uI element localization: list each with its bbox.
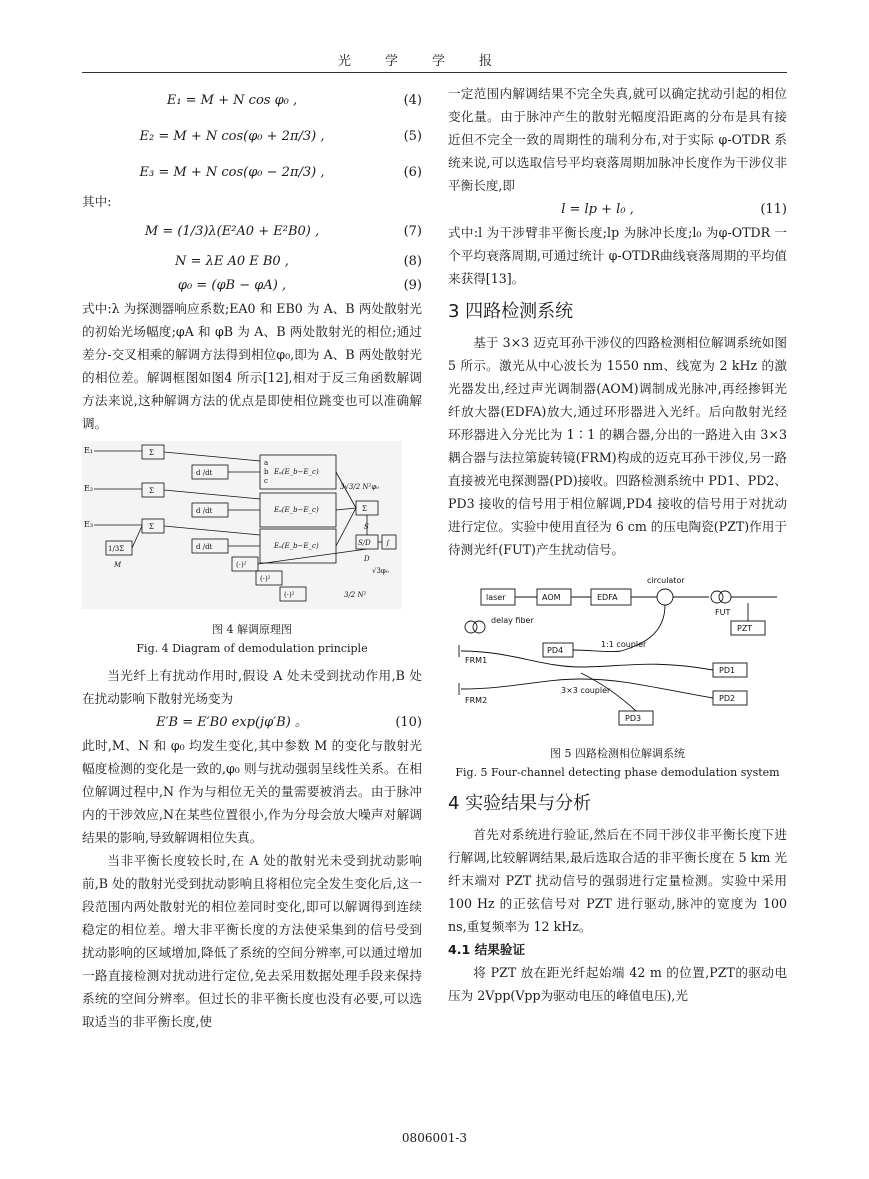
paragraph-verification: 将 PZT 放在距光纤起始端 42 m 的位置,PZT的驱动电压为 2Vpp(Vpp为驱动电压的峰值电压),光 (448, 965, 787, 1003)
fig4-e2: E₂ (84, 484, 94, 493)
paragraph-imbalance: 当非平衡长度较长时,在 A 处的散射光未受到扰动影响前,B 处的散射光受到扰动影响且将相位完全发生变化后,这一段范围内两处散射光的相位差同时变化,即可以解调得到连续稳定的相位差。增大非平衡长度的方法使采集到的信号受到扰动影响的区域增加,降低了系统的空间分辨率,可以通过增加一路直接检测对扰动进行定位,免去采用数据处理手段来保持系统的空间分辨率。但过长的非平衡长度也没有必要,可以选取适当的非平衡长度,使 (82, 853, 422, 1029)
right-column (448, 82, 787, 1007)
fig4-square-1: (·)² (236, 561, 247, 569)
fig4-sigma-1: Σ (149, 449, 154, 457)
section-3-heading: 3 四路检测系统 (448, 301, 574, 322)
fig4-square-2: (·)² (260, 575, 271, 583)
fig4-coef-2: 3/2 N² (344, 591, 367, 599)
equation-5: E₂ = M + N cos(φ₀ + 2π/3) , (5) (139, 128, 422, 144)
equation-9: φ₀ = (φB − φA) , (9) (177, 277, 422, 293)
fig4-output: √3φ₀ (372, 567, 389, 575)
fig5-fut: FUT (715, 608, 731, 617)
fig5-coupler-11: 1:1 coupler (601, 640, 647, 649)
fig5-frm1: FRM1 (465, 656, 488, 665)
fig4-integral: ∫ (386, 539, 390, 547)
running-header: 光学学报 (337, 54, 526, 69)
subsection-4-1-heading: 4.1 结果验证 (448, 942, 526, 957)
fig5-pd4: PD4 (547, 646, 564, 655)
fig4-square-3: (·)² (284, 591, 295, 599)
paragraph-experiment: 首先对系统进行验证,然后在不同干涉仪非平衡长度下进行解调,比较解调结果,最后选取合适的非平衡长度在 5 km 光纤末端对 PZT 扰动信号的强弱进行定量检测。实验中采用 100 Hz 的正弦信号对 PZT 进行驱动,脉冲的宽度为 100 ns,重复频率为 12 kHz。 (448, 827, 787, 934)
paragraph-definitions: 式中:λ 为探测器响应系数;EA0 和 EB0 为 A、B 两处散射光的初始光场幅度;φA 和 φB 为 A、B 两处散射光的相位;通过差分-交叉相乘的解调方法得到相位φ₀,即为 A、B 两处散射光的相位差。解调框图如图4 所示[12],相对于反三角函数解调方法来说,这种解调方法的优点是即使相位跳变也可以准确解调。 (82, 301, 422, 431)
page-number: 0806001-3 (401, 1131, 468, 1145)
equation-7: M = (1/3)λ(E²A0 + E²B0) , (7) (144, 223, 422, 239)
fig4-b1: b (264, 468, 269, 476)
fig4-sigma-sum: Σ (362, 505, 367, 513)
equation-4: E₁ = M + N cos φ₀ , (4) (166, 92, 422, 108)
fig5-pd3: PD3 (625, 714, 642, 723)
equation-6: E₃ = M + N cos(φ₀ − 2π/3) , (6) (139, 164, 422, 180)
equation-8: N = λE A0 E B0 , (8) (175, 253, 422, 269)
fig5-pd2: PD2 (719, 694, 736, 703)
fig5-circulator: circulator (647, 576, 685, 585)
equation-11: l = lp + l₀ , (11) (561, 201, 787, 217)
figure-5-system-diagram (451, 571, 785, 733)
fig5-pzt: PZT (737, 624, 753, 633)
fig4-e1: E₁ (84, 446, 94, 455)
fig4-a1: a (264, 459, 269, 467)
where-label: 其中: (82, 194, 112, 209)
section-4-heading: 4 实验结果与分析 (448, 793, 592, 814)
fig4-one-third-sum: 1/3Σ (108, 545, 125, 553)
fig5-delay-fiber: delay fiber (491, 616, 534, 625)
figure-4-demodulation-diagram (82, 441, 402, 609)
paragraph-phase-change: 此时,M、N 和 φ₀ 均发生变化,其中参数 M 的变化与散射光幅度检测的变化是一致的,φ₀ 则与扰动强弱呈线性关系。在相位解调过程中,N 作为与相位无关的量需要被消去。由于脉冲内的干涉效应,N在某些位置很小,作为分母会放大噪声对解调结果的影响,导致解调相位失真。 (82, 738, 422, 845)
fig4-d: D (364, 555, 370, 563)
figure-5-caption-cn: 图 5 四路检测相位解调系统 (550, 747, 685, 760)
fig4-m: M (114, 561, 122, 569)
fig4-prod-2: Eₐ(E_b−E_c) (274, 506, 319, 514)
fig4-ddt-3: d /dt (196, 543, 213, 551)
paragraph-system: 基于 3×3 迈克耳孙干涉仪的四路检测相位解调系统如图 5 所示。激光从中心波长为 1550 nm、线宽为 2 kHz 的激光器发出,经过声光调制器(AOM)调制成光脉冲,再经掺铒光纤放大器(EDFA)放大,通过环形器进入光纤。后向散射光经环形器进入分光比为 1∶1 的耦合器,分出的一路进入由 3×3 耦合器与法拉第旋转镜(FRM)构成的迈克耳孙干涉仪,另一路直接被光电探测器(PD)接收。四路检测系统中 PD1、PD2、PD3 接收的信号用于相位解调,PD4 接收的信号用于对扰动进行定位。实验中使用直径为 6 cm 的压电陶瓷(PZT)作用于待测光纤(FUT)产生扰动信号。 (448, 335, 787, 557)
fig5-edfa: EDFA (597, 593, 618, 602)
left-column (82, 82, 422, 1033)
equation-10: E′B = E′B0 exp(jφ′B) 。 (10) (156, 714, 422, 730)
figure-5-caption-en: Fig. 5 Four-channel detecting phase demodulation system (455, 766, 780, 779)
fig4-prod-3: Eₐ(E_b−E_c) (274, 542, 319, 550)
figure-4-caption-cn: 图 4 解调原理图 (212, 623, 292, 636)
fig4-sigma-2: Σ (149, 487, 154, 495)
fig5-pd1: PD1 (719, 666, 736, 675)
fig5-coupler-33: 3×3 coupler (561, 686, 611, 695)
paragraph-continued: 一定范围内解调结果不完全失真,就可以确定扰动引起的相位变化量。由于脉冲产生的散射光幅度沿距离的分布是具有接近但不完全一致的周期性的瑞利分布,对于实际 φ-OTDR 系统来说,可以选取信号平均衰落周期加脉冲长度作为干涉仪非平衡长度,即 (448, 86, 787, 193)
fig4-sd: S/D (358, 539, 371, 547)
header-rule (82, 72, 787, 73)
fig5-laser: laser (486, 593, 506, 602)
fig4-prod-1: Eₐ(E_b−E_c) (274, 468, 319, 476)
fig5-aom: AOM (542, 593, 561, 602)
fig4-e3: E₃ (84, 520, 94, 529)
paragraph-where-l: 式中:l 为干涉臂非平衡长度;lp 为脉冲长度;l₀ 为φ-OTDR 一个平均衰落周期,可通过统计 φ-OTDR曲线衰落周期的平均值来获得[13]。 (448, 225, 787, 286)
fig4-ddt-1: d /dt (196, 469, 213, 477)
fig4-sigma-3: Σ (149, 523, 154, 531)
fig5-frm2: FRM2 (465, 696, 488, 705)
fig4-c1: c (264, 477, 268, 485)
fig4-ddt-2: d /dt (196, 507, 213, 515)
fig4-s: S (364, 523, 369, 531)
paragraph-disturbance: 当光纤上有扰动作用时,假设 A 处未受到扰动作用,B 处在扰动影响下散射光场变为 (82, 668, 422, 706)
figure-4-caption-en: Fig. 4 Diagram of demodulation principle (136, 642, 368, 655)
fig4-coef-1: 3√3/2 N²φ₀ (340, 483, 380, 491)
